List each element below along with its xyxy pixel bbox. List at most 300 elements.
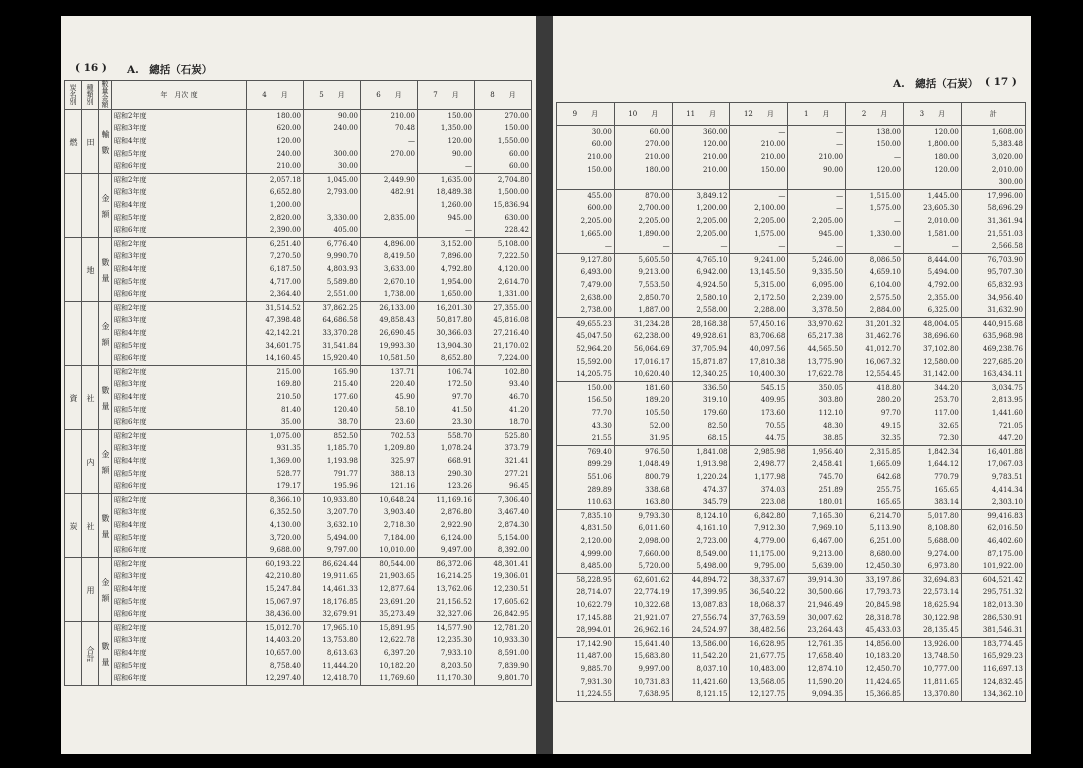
table-cell-value: 210.00 [390, 111, 415, 120]
table-cell-value: 2,614.70 [497, 277, 529, 286]
value-list [790, 574, 843, 637]
value-list [732, 318, 785, 381]
table-cell-value: 16,628.95 [749, 639, 786, 648]
value-list [477, 238, 529, 301]
table-cell-value: 121.16 [390, 482, 415, 491]
table-cell-value: 昭和3年度 [114, 316, 147, 325]
value-list [848, 510, 901, 573]
table-cell-value: 35.00 [280, 418, 301, 427]
month-cell [361, 302, 418, 366]
table-cell-value: 2,057.18 [269, 175, 301, 184]
month-cell [557, 318, 615, 382]
month-cell [961, 254, 1025, 318]
table-row [557, 574, 1026, 638]
table-cell-value: 10,400.30 [749, 370, 786, 379]
table-cell-value: 604,521.42 [982, 575, 1023, 584]
table-cell-value: 165,929.23 [982, 652, 1023, 661]
table-cell-value: 210.00 [760, 140, 786, 149]
table-cell-value: 2,449.90 [383, 175, 415, 184]
table-cell-value: 41,012.70 [865, 344, 901, 353]
table-cell-value: 12,340.25 [691, 370, 728, 379]
table-cell-value: 44,894.72 [691, 575, 728, 584]
group-label: 社 [82, 494, 99, 558]
table-cell-value: 9,213.00 [638, 268, 670, 277]
table-cell-value: 昭和3年度 [114, 508, 147, 517]
value-list [675, 254, 728, 317]
table-cell-value: 295,751.32 [982, 588, 1023, 597]
table-cell-value: 31,541.84 [322, 341, 358, 350]
month-cell [961, 318, 1025, 382]
table-cell-value: — [893, 216, 901, 225]
table-cell-value: 33,970.62 [807, 319, 844, 328]
table-cell-value: 11,424.65 [865, 677, 901, 686]
table-cell-value: — [465, 162, 472, 171]
value-list [306, 238, 358, 301]
month-cell [614, 382, 672, 446]
table-cell-value: 344.20 [934, 383, 959, 392]
table-cell-value: 10,483.00 [749, 664, 786, 673]
table-cell-value: 6,325.00 [927, 306, 959, 315]
table-cell-value: 昭和3年度 [114, 444, 147, 453]
table-cell-value: 14,461.33 [322, 584, 358, 593]
group-label: 合計 [82, 622, 99, 686]
value-list [906, 254, 959, 317]
table-cell-value: 32,327.06 [436, 610, 472, 619]
month-cell [846, 126, 904, 190]
table-cell-value: 2,700.00 [638, 204, 670, 213]
column-header: 8 月 [475, 81, 532, 110]
table-cell-value: 12,418.70 [322, 674, 358, 683]
table-cell-value: 15,836.94 [493, 200, 529, 209]
table-cell-value: 6,187.50 [269, 264, 301, 273]
year-cell [112, 558, 247, 622]
table-cell-value: 昭和4年度 [114, 200, 147, 209]
table-cell-value: 30,366.03 [436, 328, 472, 337]
table-cell-value: 106.74 [447, 367, 472, 376]
month-cell [247, 238, 304, 302]
table-cell-value: 10,648.24 [379, 495, 415, 504]
table-cell-value: 791.77 [333, 469, 358, 478]
value-list [906, 382, 959, 445]
value-list [617, 510, 670, 573]
month-cell [672, 510, 730, 574]
value-list [617, 446, 670, 509]
table-cell-value: 38,436.00 [265, 610, 301, 619]
value-list [964, 574, 1023, 637]
table-cell-value: 58,228.95 [576, 575, 612, 584]
table-cell-value: 24,524.97 [691, 626, 728, 635]
column-header: 2 月 [846, 103, 904, 126]
value-list [559, 574, 612, 637]
table-cell-value: — [778, 127, 786, 136]
table-cell-value: 昭和4年度 [114, 584, 147, 593]
value-list [617, 382, 670, 445]
table-cell-value: 40,097.56 [749, 344, 786, 353]
month-cell [961, 190, 1025, 254]
table-cell-value: 5,639.00 [811, 562, 844, 571]
month-cell [730, 638, 788, 702]
table-cell-value: — [778, 242, 786, 251]
value-list [964, 382, 1023, 445]
column-header: 3 月 [903, 103, 961, 126]
table-cell-value: 21,903.65 [379, 572, 415, 581]
table-cell-value: 769.40 [587, 447, 612, 456]
table-cell-value: — [778, 191, 786, 200]
table-cell-value: 4,831.50 [580, 524, 612, 533]
table-cell-value: 4,792.00 [927, 280, 959, 289]
table-cell-value: 182,013.30 [982, 600, 1023, 609]
table-cell-value: 昭和4年度 [114, 136, 147, 145]
table-cell-value: 290.30 [447, 469, 472, 478]
table-cell-value: 1,048.49 [638, 460, 670, 469]
table-cell-value: 3,034.75 [991, 383, 1023, 392]
table-cell-value: 17,965.10 [322, 623, 358, 632]
table-row [557, 382, 1026, 446]
table-cell-value: 81.40 [280, 405, 301, 414]
table-cell-value: 721.05 [998, 421, 1023, 430]
value-list [848, 638, 901, 701]
month-cell [730, 190, 788, 254]
table-cell-value: 17,016.17 [634, 357, 670, 366]
value-list [617, 638, 670, 701]
table-cell-value: 19,911.65 [322, 572, 358, 581]
month-cell [903, 510, 961, 574]
month-cell [788, 382, 846, 446]
table-cell-value: 251.89 [818, 485, 844, 494]
month-cell [903, 318, 961, 382]
table-cell-value [363, 200, 415, 211]
table-cell-value: 1,738.00 [383, 290, 415, 299]
table-cell-value: 2,922.90 [440, 520, 472, 529]
table-cell-value: 31.95 [649, 434, 670, 443]
table-cell-value: 374.03 [760, 485, 786, 494]
value-list [559, 254, 612, 317]
table-cell-value: 180.00 [934, 152, 959, 161]
table-cell-value: 150.00 [760, 165, 786, 174]
table-cell-value: 9,997.00 [638, 664, 670, 673]
value-list [964, 510, 1023, 573]
table-cell-value: 215.40 [333, 380, 358, 389]
table-cell-value: 昭和3年度 [114, 124, 147, 133]
table-cell-value: 289.89 [587, 485, 612, 494]
month-cell [475, 174, 532, 238]
table-cell-value: 3,633.00 [383, 264, 415, 273]
table-cell-value: 117.00 [934, 408, 959, 417]
table-cell-value: 3,020.00 [991, 152, 1023, 161]
table-cell-value: 1,665.09 [869, 460, 901, 469]
year-cell [112, 494, 247, 558]
right-table [556, 102, 1026, 702]
value-list [420, 494, 472, 557]
table-cell-value: 30.00 [591, 127, 612, 136]
table-cell-value: 3,152.00 [440, 239, 472, 248]
table-cell-value: 210.00 [276, 162, 301, 171]
value-list [617, 574, 670, 637]
month-cell [672, 126, 730, 190]
value-list [363, 430, 415, 493]
value-list [675, 382, 728, 445]
table-cell-value: 899.29 [587, 460, 612, 469]
table-cell-value: 2,498.77 [754, 460, 786, 469]
table-cell-value: 5,315.00 [754, 280, 786, 289]
table-cell-value: 1,209.80 [383, 444, 415, 453]
table-cell-value: — [836, 140, 844, 149]
table-cell-value: 15,247.84 [265, 584, 301, 593]
table-cell-value: 1,445.00 [927, 191, 959, 200]
table-cell-value: 2,205.00 [638, 216, 670, 225]
table-cell-value: 2,239.00 [811, 293, 844, 302]
table-cell-value: 558.70 [447, 431, 472, 440]
table-cell-value: 11,487.00 [576, 652, 612, 661]
table-cell-value: 10,777.00 [923, 664, 959, 673]
table-cell-value: 23,691.20 [379, 597, 415, 606]
table-cell-value: 2,315.85 [869, 447, 901, 456]
group-label [82, 174, 99, 238]
table-cell-value: 13,753.80 [322, 636, 358, 645]
table-cell-value: 165.65 [876, 498, 901, 507]
table-cell-value: 13,568.05 [749, 677, 786, 686]
group-label: 内 [82, 430, 99, 494]
table-cell-value: 6,467.00 [811, 536, 844, 545]
value-list [477, 430, 529, 493]
table-cell-value: 68.15 [707, 434, 728, 443]
month-cell [903, 574, 961, 638]
table-cell-value: 17,810.38 [749, 357, 786, 366]
table-cell-value: 10,010.00 [379, 546, 415, 555]
table-cell-value: 210.50 [276, 392, 301, 401]
table-cell-value: 9,241.00 [754, 255, 786, 264]
value-list [559, 190, 612, 253]
table-cell-value: 21,156.52 [436, 597, 472, 606]
table-cell-value: 33,197.86 [865, 575, 901, 584]
table-cell-value: 5,589.80 [326, 277, 358, 286]
value-list [906, 190, 959, 253]
table-cell-value: 350.05 [818, 383, 844, 392]
table-cell-value: 1,260.00 [440, 200, 472, 209]
table-cell-value: 169.80 [276, 380, 301, 389]
group-label [65, 174, 82, 238]
column-header: 11 月 [672, 103, 730, 126]
table-cell-value: 12,127.75 [749, 690, 786, 699]
month-cell [846, 446, 904, 510]
table-cell-value: 2,390.00 [269, 226, 301, 235]
table-cell-value: 642.68 [876, 472, 901, 481]
table-cell-value: 945.00 [447, 213, 472, 222]
value-list [420, 558, 472, 621]
table-cell-value: 181.60 [645, 383, 670, 392]
measure-label: 金 額 [99, 302, 112, 366]
table-cell-value: 64,686.58 [322, 316, 358, 325]
table-cell-value: 1,177.98 [754, 472, 786, 481]
table-cell-value: 26,690.45 [379, 328, 415, 337]
month-cell [418, 622, 475, 686]
table-cell-value: 12,230.51 [493, 584, 529, 593]
table-cell-value: 7,933.10 [440, 648, 472, 657]
table-cell-value: 2,850.70 [638, 293, 670, 302]
value-list [790, 126, 843, 189]
page-number: ( 17 ) [985, 76, 1017, 88]
table-cell-value: 80,544.00 [379, 559, 415, 568]
table-cell-value: 9,795.00 [754, 562, 786, 571]
month-cell [475, 494, 532, 558]
table-cell-value: 10,622.79 [576, 600, 612, 609]
table-row [65, 558, 532, 622]
table-cell-value: 41.50 [451, 405, 472, 414]
year-cell [112, 110, 247, 174]
value-list [420, 238, 472, 301]
table-cell-value: 60.00 [508, 149, 529, 158]
table-cell-value: 12,297.40 [265, 674, 301, 683]
value-list [790, 638, 843, 701]
month-cell [557, 446, 615, 510]
table-cell-value: 1,330.00 [869, 229, 901, 238]
table-cell-value: 1,369.00 [269, 456, 301, 465]
value-list [675, 510, 728, 573]
table-cell-value: 昭和4年度 [114, 648, 147, 657]
table-cell-value: 7,479.00 [580, 280, 612, 289]
month-cell [247, 622, 304, 686]
book-gutter [536, 16, 553, 754]
table-cell-value: 165.65 [934, 485, 959, 494]
table-cell-value: 1,185.70 [326, 444, 358, 453]
value-list [675, 638, 728, 701]
table-cell-value: 昭和5年度 [114, 405, 147, 414]
month-cell [730, 318, 788, 382]
table-cell-value: 11,769.60 [379, 674, 415, 683]
table-cell-value: 2,010.00 [991, 165, 1023, 174]
table-cell-value: 3,467.40 [497, 508, 529, 517]
table-cell-value: 36,540.22 [749, 588, 786, 597]
column-header: 12 月 [730, 103, 788, 126]
table-cell-value: 31,142.00 [923, 370, 959, 379]
month-cell [475, 110, 532, 174]
value-list [790, 190, 843, 253]
month-cell [614, 510, 672, 574]
month-cell [846, 318, 904, 382]
table-cell-value: 11,170.30 [436, 674, 472, 683]
table-cell-value: 13,762.06 [436, 584, 472, 593]
table-cell-value: 8,591.00 [497, 648, 529, 657]
table-cell-value: 5,108.00 [497, 239, 529, 248]
table-cell-value: 8,392.00 [497, 546, 529, 555]
table-cell-value: 134,362.10 [982, 690, 1023, 699]
table-cell-value: 447.20 [998, 434, 1023, 443]
month-cell [557, 382, 615, 446]
table-cell-value [906, 177, 959, 188]
table-cell-value: 15,366.85 [865, 690, 901, 699]
month-cell [614, 446, 672, 510]
table-cell-value: 1,842.34 [927, 447, 959, 456]
value-list [306, 430, 358, 493]
table-row [557, 510, 1026, 574]
table-cell-value: 12,580.00 [923, 357, 959, 366]
table-cell-value: 82.50 [707, 421, 728, 430]
table-cell-value: 303.80 [818, 396, 844, 405]
table-cell-value: 12,450.30 [865, 562, 901, 571]
month-cell [304, 494, 361, 558]
table-cell-value: 179.17 [276, 482, 301, 491]
table-cell-value: 3,632.10 [326, 520, 358, 529]
table-cell-value: 2,205.00 [696, 216, 728, 225]
month-cell [557, 190, 615, 254]
table-cell-value: 95,707.30 [987, 268, 1023, 277]
table-cell-value: 7,222.50 [497, 252, 529, 261]
table-cell-value: 12,235.30 [436, 636, 472, 645]
table-cell-value: 2,098.00 [638, 536, 670, 545]
value-list [617, 254, 670, 317]
table-cell-value: 21,946.49 [807, 600, 844, 609]
table-cell-value: 11,169.16 [436, 495, 472, 504]
table-cell-value: 8,680.00 [869, 549, 901, 558]
table-cell-value: 2,355.00 [927, 293, 959, 302]
table-row [65, 366, 532, 430]
table-cell-value: 1,075.00 [269, 431, 301, 440]
table-cell-value: 32,694.83 [923, 575, 959, 584]
table-cell-value: 6,104.00 [869, 280, 901, 289]
table-cell-value: 2,205.00 [754, 216, 786, 225]
table-cell-value: 9,797.00 [326, 546, 358, 555]
table-cell-value: 30,007.62 [807, 613, 844, 622]
month-cell [361, 238, 418, 302]
table-cell-value: 45,433.03 [865, 626, 901, 635]
table-cell-value: 49,858.43 [379, 316, 415, 325]
value-list [420, 174, 472, 237]
table-cell-value: 4,792.80 [440, 264, 472, 273]
table-cell-value: 120.00 [702, 140, 728, 149]
value-list [363, 558, 415, 621]
table-cell-value: 11,224.55 [576, 690, 612, 699]
table-cell-value: 2,718.30 [383, 520, 415, 529]
table-cell-value: 15,891.95 [379, 623, 415, 632]
month-cell [475, 558, 532, 622]
month-cell [361, 430, 418, 494]
month-cell [361, 494, 418, 558]
table-cell-value: 12,877.64 [379, 584, 415, 593]
month-cell [730, 382, 788, 446]
table-cell-value: 13,145.50 [749, 268, 786, 277]
value-list [363, 622, 415, 685]
table-cell-value: 21,677.75 [749, 652, 786, 661]
group-label [65, 622, 82, 686]
table-cell-value: 360.00 [702, 127, 728, 136]
table-cell-value: 2,670.10 [383, 277, 415, 286]
table-cell-value: 18,068.37 [749, 600, 786, 609]
table-cell-value: 9,213.00 [811, 549, 844, 558]
value-list [790, 318, 843, 381]
table-cell-value: 昭和2年度 [114, 239, 147, 248]
table-cell-value: 102.80 [504, 367, 529, 376]
month-cell [361, 622, 418, 686]
table-cell-value: 10,933.30 [493, 636, 529, 645]
value-list [964, 126, 1023, 189]
table-cell-value: 2,876.80 [440, 508, 472, 517]
table-cell-value: 2,575.50 [869, 293, 901, 302]
table-cell-value: 870.00 [645, 191, 670, 200]
table-cell-value: 1,078.24 [440, 444, 472, 453]
table-cell-value: 23,264.43 [807, 626, 844, 635]
month-cell [304, 174, 361, 238]
table-cell-value: 189.20 [645, 396, 670, 405]
column-header: 年 月次 度 [112, 81, 247, 110]
month-cell [247, 558, 304, 622]
year-list [114, 366, 244, 429]
table-cell-value: 昭和5年度 [114, 597, 147, 606]
table-cell-value: 2,458.41 [811, 460, 844, 469]
table-cell-value: 6,942.00 [696, 268, 728, 277]
table-cell-value: 1,635.00 [440, 175, 472, 184]
table-cell-value: 1,913.98 [696, 460, 728, 469]
table-cell-value: 31,514.52 [265, 303, 301, 312]
